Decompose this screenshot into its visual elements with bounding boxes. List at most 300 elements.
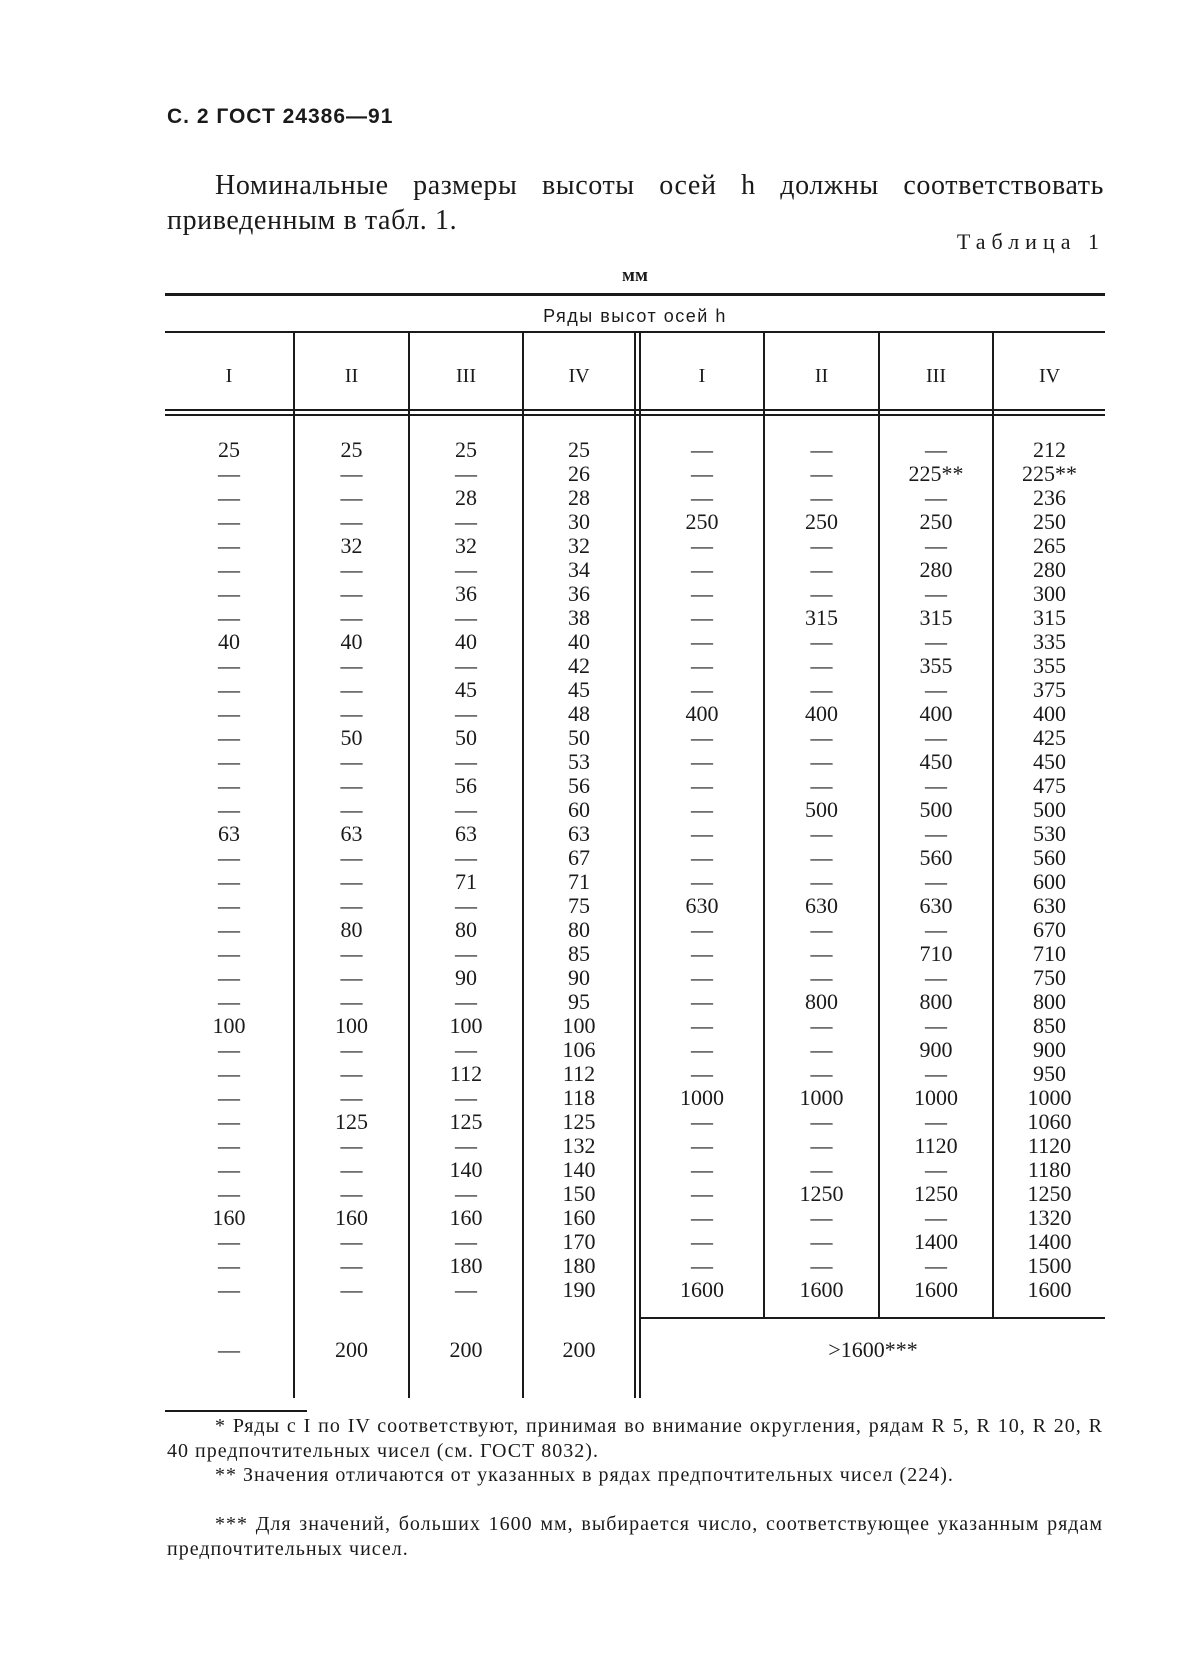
table-cell: 63	[568, 821, 590, 846]
table-cell: 450	[1033, 749, 1066, 774]
table-cell: —	[691, 1013, 713, 1038]
table-cell: 42	[568, 653, 590, 678]
table-top-rule	[165, 293, 1105, 296]
table-cell: 150	[562, 1181, 596, 1206]
table-cell: 140	[449, 1157, 483, 1182]
table-cell: —	[218, 989, 240, 1014]
table-cell: —	[810, 1205, 833, 1230]
table-cell: 1120	[1027, 1133, 1072, 1158]
table-cell: 1000	[799, 1085, 844, 1110]
table-cell: —	[691, 1157, 713, 1182]
table-cell: 60	[568, 797, 590, 822]
table-cell: 500	[805, 797, 838, 822]
table-cell: —	[340, 965, 363, 990]
group-title: Ряды высот осей h	[543, 306, 727, 326]
table-cell: —	[925, 581, 947, 606]
table-cell: 1600	[914, 1277, 958, 1302]
table-cell: —	[218, 797, 240, 822]
table-cell: 80	[568, 917, 590, 942]
table-cell: 112	[562, 1061, 596, 1086]
table-cell: —	[455, 1277, 477, 1302]
table-cell: —	[218, 1181, 240, 1206]
table-cell: 25	[568, 437, 590, 462]
table-cell: —	[691, 1109, 713, 1134]
table-cell: —	[810, 557, 833, 582]
table-cell: 85	[568, 941, 590, 966]
table-cell: —	[340, 1253, 363, 1278]
table-cell: —	[455, 989, 477, 1014]
table-cell: 50	[455, 725, 477, 750]
right-col-IV	[994, 438, 1105, 1302]
table-cell: 48	[568, 701, 590, 726]
table-cell: —	[340, 893, 363, 918]
table-cell: 900	[919, 1037, 953, 1062]
table-cell: 400	[1033, 701, 1066, 726]
table-cell: 450	[919, 749, 953, 774]
table-cell: 63	[218, 821, 240, 846]
col-header-right-IV: IV	[1038, 365, 1061, 387]
table-cell: —	[925, 725, 947, 750]
table-cell: —	[691, 821, 713, 846]
table-cell: —	[691, 1253, 713, 1278]
table-cell: —	[691, 653, 713, 678]
table-cell: 950	[1033, 1061, 1066, 1086]
table-cell: 90	[568, 965, 590, 990]
table-cell: —	[925, 917, 947, 942]
table-cell: —	[340, 1061, 363, 1086]
table-cell: 800	[919, 989, 953, 1014]
table-cell: —	[218, 1277, 240, 1302]
table-cell: —	[925, 1157, 947, 1182]
table-cell: 1400	[1027, 1229, 1072, 1254]
table-cell: —	[925, 437, 947, 462]
table-cell: 630	[919, 893, 953, 918]
tail-cell: —	[218, 1337, 240, 1362]
table-cell: —	[810, 1013, 833, 1038]
table-cell: 45	[455, 677, 477, 702]
table-cell: 315	[919, 605, 953, 630]
table-cell: —	[218, 653, 240, 678]
table-cell: 160	[449, 1205, 483, 1230]
table-cell: —	[218, 845, 240, 870]
table-cell: —	[218, 701, 240, 726]
table-cell: 375	[1033, 677, 1066, 702]
table-cell: 32	[455, 533, 477, 558]
table-cell: —	[218, 965, 240, 990]
table-cell: —	[455, 1181, 477, 1206]
table-cell: 1600	[680, 1277, 724, 1302]
table-cell: 45	[568, 677, 590, 702]
table-cell: —	[925, 1013, 947, 1038]
table-cell: —	[455, 1085, 477, 1110]
table-cell: 280	[1033, 557, 1066, 582]
table-cell: —	[340, 1229, 363, 1254]
table-cell: —	[810, 677, 833, 702]
table-cell: —	[691, 1181, 713, 1206]
table-cell: —	[340, 869, 363, 894]
table-cell: 355	[1033, 653, 1066, 678]
table-cell: 475	[1033, 773, 1066, 798]
table-cell: 56	[455, 773, 477, 798]
table-cell: —	[925, 485, 947, 510]
table-cell: —	[218, 557, 240, 582]
table-cell: 100	[335, 1013, 368, 1038]
table-cell: 335	[1033, 629, 1066, 654]
table-cell: 180	[449, 1253, 483, 1278]
table-cell: —	[925, 1061, 947, 1086]
table-cell: 112	[449, 1061, 483, 1086]
table-cell: —	[218, 941, 240, 966]
table-cell: 90	[455, 965, 477, 990]
table-cell: —	[691, 1061, 713, 1086]
table-cell: —	[455, 1133, 477, 1158]
table-cell: —	[455, 941, 477, 966]
table-cell: 36	[455, 581, 477, 606]
table-cell: 1600	[1027, 1277, 1072, 1302]
table-cell: —	[810, 653, 833, 678]
table-cell: —	[925, 1109, 947, 1134]
table-cell: —	[810, 1037, 833, 1062]
table-cell: 1000	[1027, 1085, 1072, 1110]
table-cell: 1060	[1027, 1109, 1072, 1134]
table-cell: 315	[805, 605, 838, 630]
table-cell: —	[218, 485, 240, 510]
table-cell: —	[340, 749, 363, 774]
tail-right-cell: >1600***	[828, 1337, 918, 1362]
table-cell: 315	[1033, 605, 1066, 630]
table-cell: 28	[568, 485, 590, 510]
table-cell: —	[455, 797, 477, 822]
table-cell: —	[340, 989, 363, 1014]
table-cell: 236	[1033, 485, 1066, 510]
table-cell: 1250	[914, 1181, 958, 1206]
table-cell: —	[218, 461, 240, 486]
footnote-1: * Ряды с I по IV соответствуют, принимая во внимание округления, рядам R 5, R 10, R 20, R 40 предпочтительных чисел (см. ГОСТ 8032).	[167, 1415, 1103, 1462]
table-cell: 560	[1033, 845, 1066, 870]
table-units: мм	[622, 265, 648, 286]
table-cell: —	[810, 461, 833, 486]
table-cell: —	[340, 1133, 363, 1158]
table-cell: 670	[1033, 917, 1066, 942]
table-cell: 1320	[1027, 1205, 1072, 1230]
table-cell: —	[218, 893, 240, 918]
table-cell: —	[691, 965, 713, 990]
table-cell: —	[340, 653, 363, 678]
table-cell: —	[810, 1109, 833, 1134]
table-cell: —	[340, 797, 363, 822]
table-cell: —	[691, 917, 713, 942]
table-cell: —	[218, 605, 240, 630]
table-cell: —	[218, 1253, 240, 1278]
table-cell: 63	[455, 821, 477, 846]
table-cell: —	[455, 1229, 477, 1254]
table-cell: —	[340, 1037, 363, 1062]
table-cell: —	[691, 605, 713, 630]
table-cell: —	[218, 725, 240, 750]
table-cell: —	[810, 437, 833, 462]
table-cell: —	[218, 1061, 240, 1086]
right-col-II	[765, 438, 878, 1302]
table-cell: 250	[1033, 509, 1066, 534]
table-cell: —	[455, 557, 477, 582]
footnote-3: *** Для значений, больших 1600 мм, выбирается число, соответствующее указанным рядам предпочтительных чисел.	[167, 1513, 1103, 1560]
table-cell: 1120	[914, 1133, 958, 1158]
table-cell: 530	[1033, 821, 1066, 846]
table-cell: —	[340, 605, 363, 630]
table-cell: —	[810, 869, 833, 894]
tail-cell: 200	[449, 1337, 483, 1362]
table-cell: —	[455, 893, 477, 918]
table-cell: 50	[568, 725, 590, 750]
table-cell: —	[340, 509, 363, 534]
table-cell: —	[340, 1085, 363, 1110]
table-cell: —	[810, 1061, 833, 1086]
table-cell: 400	[685, 701, 719, 726]
table-cell: —	[691, 533, 713, 558]
tail-cell: 200	[562, 1337, 596, 1362]
table-cell: 67	[568, 845, 590, 870]
table-caption: Таблица 1	[956, 229, 1105, 254]
table-cell: —	[925, 1205, 947, 1230]
table-cell: 500	[1033, 797, 1066, 822]
table-cell: 28	[455, 485, 477, 510]
table-cell: 280	[919, 557, 953, 582]
table-cell: —	[340, 701, 363, 726]
table-cell: 125	[335, 1109, 368, 1134]
table-cell: —	[218, 581, 240, 606]
footnote-2: ** Значения отличаются от указанных в рядах предпочтительных чисел (224).	[215, 1464, 954, 1486]
table-cell: 25	[455, 437, 477, 462]
footnote-rule	[165, 1410, 307, 1412]
table-cell: —	[691, 989, 713, 1014]
table-cell: —	[340, 581, 363, 606]
table-cell: 1250	[1027, 1181, 1072, 1206]
table-cell: 190	[562, 1277, 596, 1302]
table-cell: —	[810, 533, 833, 558]
table-cell: 100	[562, 1013, 596, 1038]
table-cell: —	[925, 1253, 947, 1278]
table-cell: —	[691, 845, 713, 870]
table-cell: 34	[568, 557, 590, 582]
table-cell: 750	[1033, 965, 1066, 990]
table-cell: 75	[568, 893, 590, 918]
table-cell: —	[691, 725, 713, 750]
table-cell: —	[691, 557, 713, 582]
intro-paragraph: Номинальные размеры высоты осей h должны соответствовать приведенным в табл. 1.	[167, 170, 1104, 236]
table-cell: 1600	[799, 1277, 844, 1302]
table-cell: 71	[455, 869, 477, 894]
table-cell: —	[218, 749, 240, 774]
table-cell: 850	[1033, 1013, 1066, 1038]
table-cell: 212	[1033, 437, 1066, 462]
table-cell: —	[810, 581, 833, 606]
table-cell: —	[455, 461, 477, 486]
right-col-III	[880, 438, 992, 1302]
table-cell: —	[340, 677, 363, 702]
table-cell: —	[455, 749, 477, 774]
table-cell: —	[691, 797, 713, 822]
table-cell: 140	[562, 1157, 596, 1182]
table-cell: —	[810, 941, 833, 966]
table-cell: 425	[1033, 725, 1066, 750]
table-cell: 1250	[799, 1181, 844, 1206]
table-cell: —	[691, 749, 713, 774]
table-cell: —	[340, 485, 363, 510]
table-cell: —	[218, 773, 240, 798]
table-cell: 80	[455, 917, 477, 942]
col-header-left-III: III	[456, 365, 476, 387]
table-cell: 400	[805, 701, 838, 726]
table-cell: —	[340, 941, 363, 966]
table-cell: 100	[449, 1013, 483, 1038]
table-cell: —	[340, 773, 363, 798]
table-cell: 560	[919, 845, 953, 870]
table-cell: —	[810, 845, 833, 870]
table-cell: —	[691, 1133, 713, 1158]
table-cell: 26	[568, 461, 590, 486]
table-cell: 1000	[914, 1085, 958, 1110]
left-col-IV	[524, 438, 634, 1302]
table-cell: —	[340, 845, 363, 870]
table-cell: 160	[562, 1205, 596, 1230]
table-cell: 160	[335, 1205, 368, 1230]
col-header-right-II: II	[814, 365, 829, 387]
table-cell: 40	[455, 629, 477, 654]
table-cell: 900	[1033, 1037, 1066, 1062]
table-cell: 1400	[914, 1229, 958, 1254]
col-header-left-IV: IV	[568, 365, 590, 387]
table-cell: 40	[568, 629, 590, 654]
table-cell: 250	[685, 509, 719, 534]
table-cell: —	[218, 1037, 240, 1062]
table-cell: 800	[805, 989, 838, 1014]
table-cell: 125	[449, 1109, 483, 1134]
table-cell: 180	[562, 1253, 596, 1278]
table-cell: 170	[562, 1229, 596, 1254]
table-cell: —	[340, 461, 363, 486]
table-cell: —	[218, 1133, 240, 1158]
table-cell: —	[218, 677, 240, 702]
table-cell: —	[810, 1253, 833, 1278]
col-header-left-I: I	[225, 365, 233, 387]
table-cell: —	[810, 749, 833, 774]
table-cell: 50	[340, 725, 363, 750]
table-cell: —	[810, 485, 833, 510]
table-cell: —	[455, 701, 477, 726]
table-cell: —	[925, 773, 947, 798]
table-cell: —	[810, 773, 833, 798]
table-cell: 265	[1033, 533, 1066, 558]
table-cell: —	[691, 869, 713, 894]
table-cell: —	[691, 773, 713, 798]
table-cell: 25	[340, 437, 363, 462]
table-cell: —	[691, 677, 713, 702]
table-cell: —	[218, 1157, 240, 1182]
table-cell: —	[691, 485, 713, 510]
col-separator-double	[634, 333, 636, 1398]
table-cell: 32	[340, 533, 363, 558]
table-cell: 132	[562, 1133, 596, 1158]
table-cell: 53	[568, 749, 590, 774]
table-cell: —	[218, 1229, 240, 1254]
table-cell: —	[925, 965, 947, 990]
table-cell: 600	[1033, 869, 1066, 894]
table-cell: —	[810, 1157, 833, 1182]
col-header-left-II: II	[344, 365, 359, 387]
table-cell: —	[218, 917, 240, 942]
table-cell: 95	[568, 989, 590, 1014]
table-cell: —	[925, 629, 947, 654]
table-cell: —	[691, 1037, 713, 1062]
table-cell: 125	[562, 1109, 596, 1134]
table-cell: 160	[212, 1205, 246, 1230]
table-cell: 630	[685, 893, 719, 918]
table-cell: —	[691, 461, 713, 486]
left-col-III	[410, 438, 522, 1302]
table-cell: 1180	[1027, 1157, 1072, 1182]
table-cell: 1000	[680, 1085, 724, 1110]
table-cell: —	[455, 509, 477, 534]
col-header-right-III: III	[926, 365, 946, 387]
table-cell: 355	[919, 653, 953, 678]
table-cell: 710	[919, 941, 953, 966]
tail-cell: 200	[335, 1337, 368, 1362]
table-cell: —	[218, 1085, 240, 1110]
table-cell: —	[810, 629, 833, 654]
table-cell: 710	[1033, 941, 1066, 966]
col-header-right-I: I	[698, 365, 706, 387]
table-cell: 250	[805, 509, 838, 534]
right-col-I	[641, 438, 763, 1302]
table-cell: —	[810, 821, 833, 846]
table-cell: 250	[919, 509, 953, 534]
table-cell: —	[340, 1277, 363, 1302]
table-cell: 30	[568, 509, 590, 534]
table-cell: 63	[340, 821, 363, 846]
table-cell: 36	[568, 581, 590, 606]
table-cell: —	[925, 677, 947, 702]
table-cell: 71	[568, 869, 590, 894]
table-cell: 38	[568, 605, 590, 630]
table-cell: 106	[562, 1037, 596, 1062]
table-cell: —	[455, 605, 477, 630]
table-cell: —	[691, 629, 713, 654]
table-cell: —	[340, 557, 363, 582]
table-cell: —	[925, 869, 947, 894]
table-cell: —	[925, 533, 947, 558]
table-cell: —	[691, 941, 713, 966]
left-col-II	[295, 438, 408, 1302]
table-cell: —	[925, 821, 947, 846]
table-cell: —	[218, 533, 240, 558]
table-cell: —	[455, 845, 477, 870]
table-cell: —	[810, 1229, 833, 1254]
table-cell: —	[455, 1037, 477, 1062]
table-cell: 40	[340, 629, 363, 654]
table-cell: 225**	[1022, 461, 1077, 486]
table-cell: 400	[919, 701, 953, 726]
table-cell: 100	[212, 1013, 246, 1038]
table-cell: —	[691, 1229, 713, 1254]
table-cell: 630	[1033, 893, 1066, 918]
table-cell: —	[810, 965, 833, 990]
table-cell: 118	[562, 1085, 596, 1110]
page-header: С. 2 ГОСТ 24386—91	[167, 105, 394, 128]
table-cell: —	[691, 581, 713, 606]
table-cell: 300	[1033, 581, 1066, 606]
table-cell: —	[691, 1205, 713, 1230]
table-cell: —	[218, 1109, 240, 1134]
